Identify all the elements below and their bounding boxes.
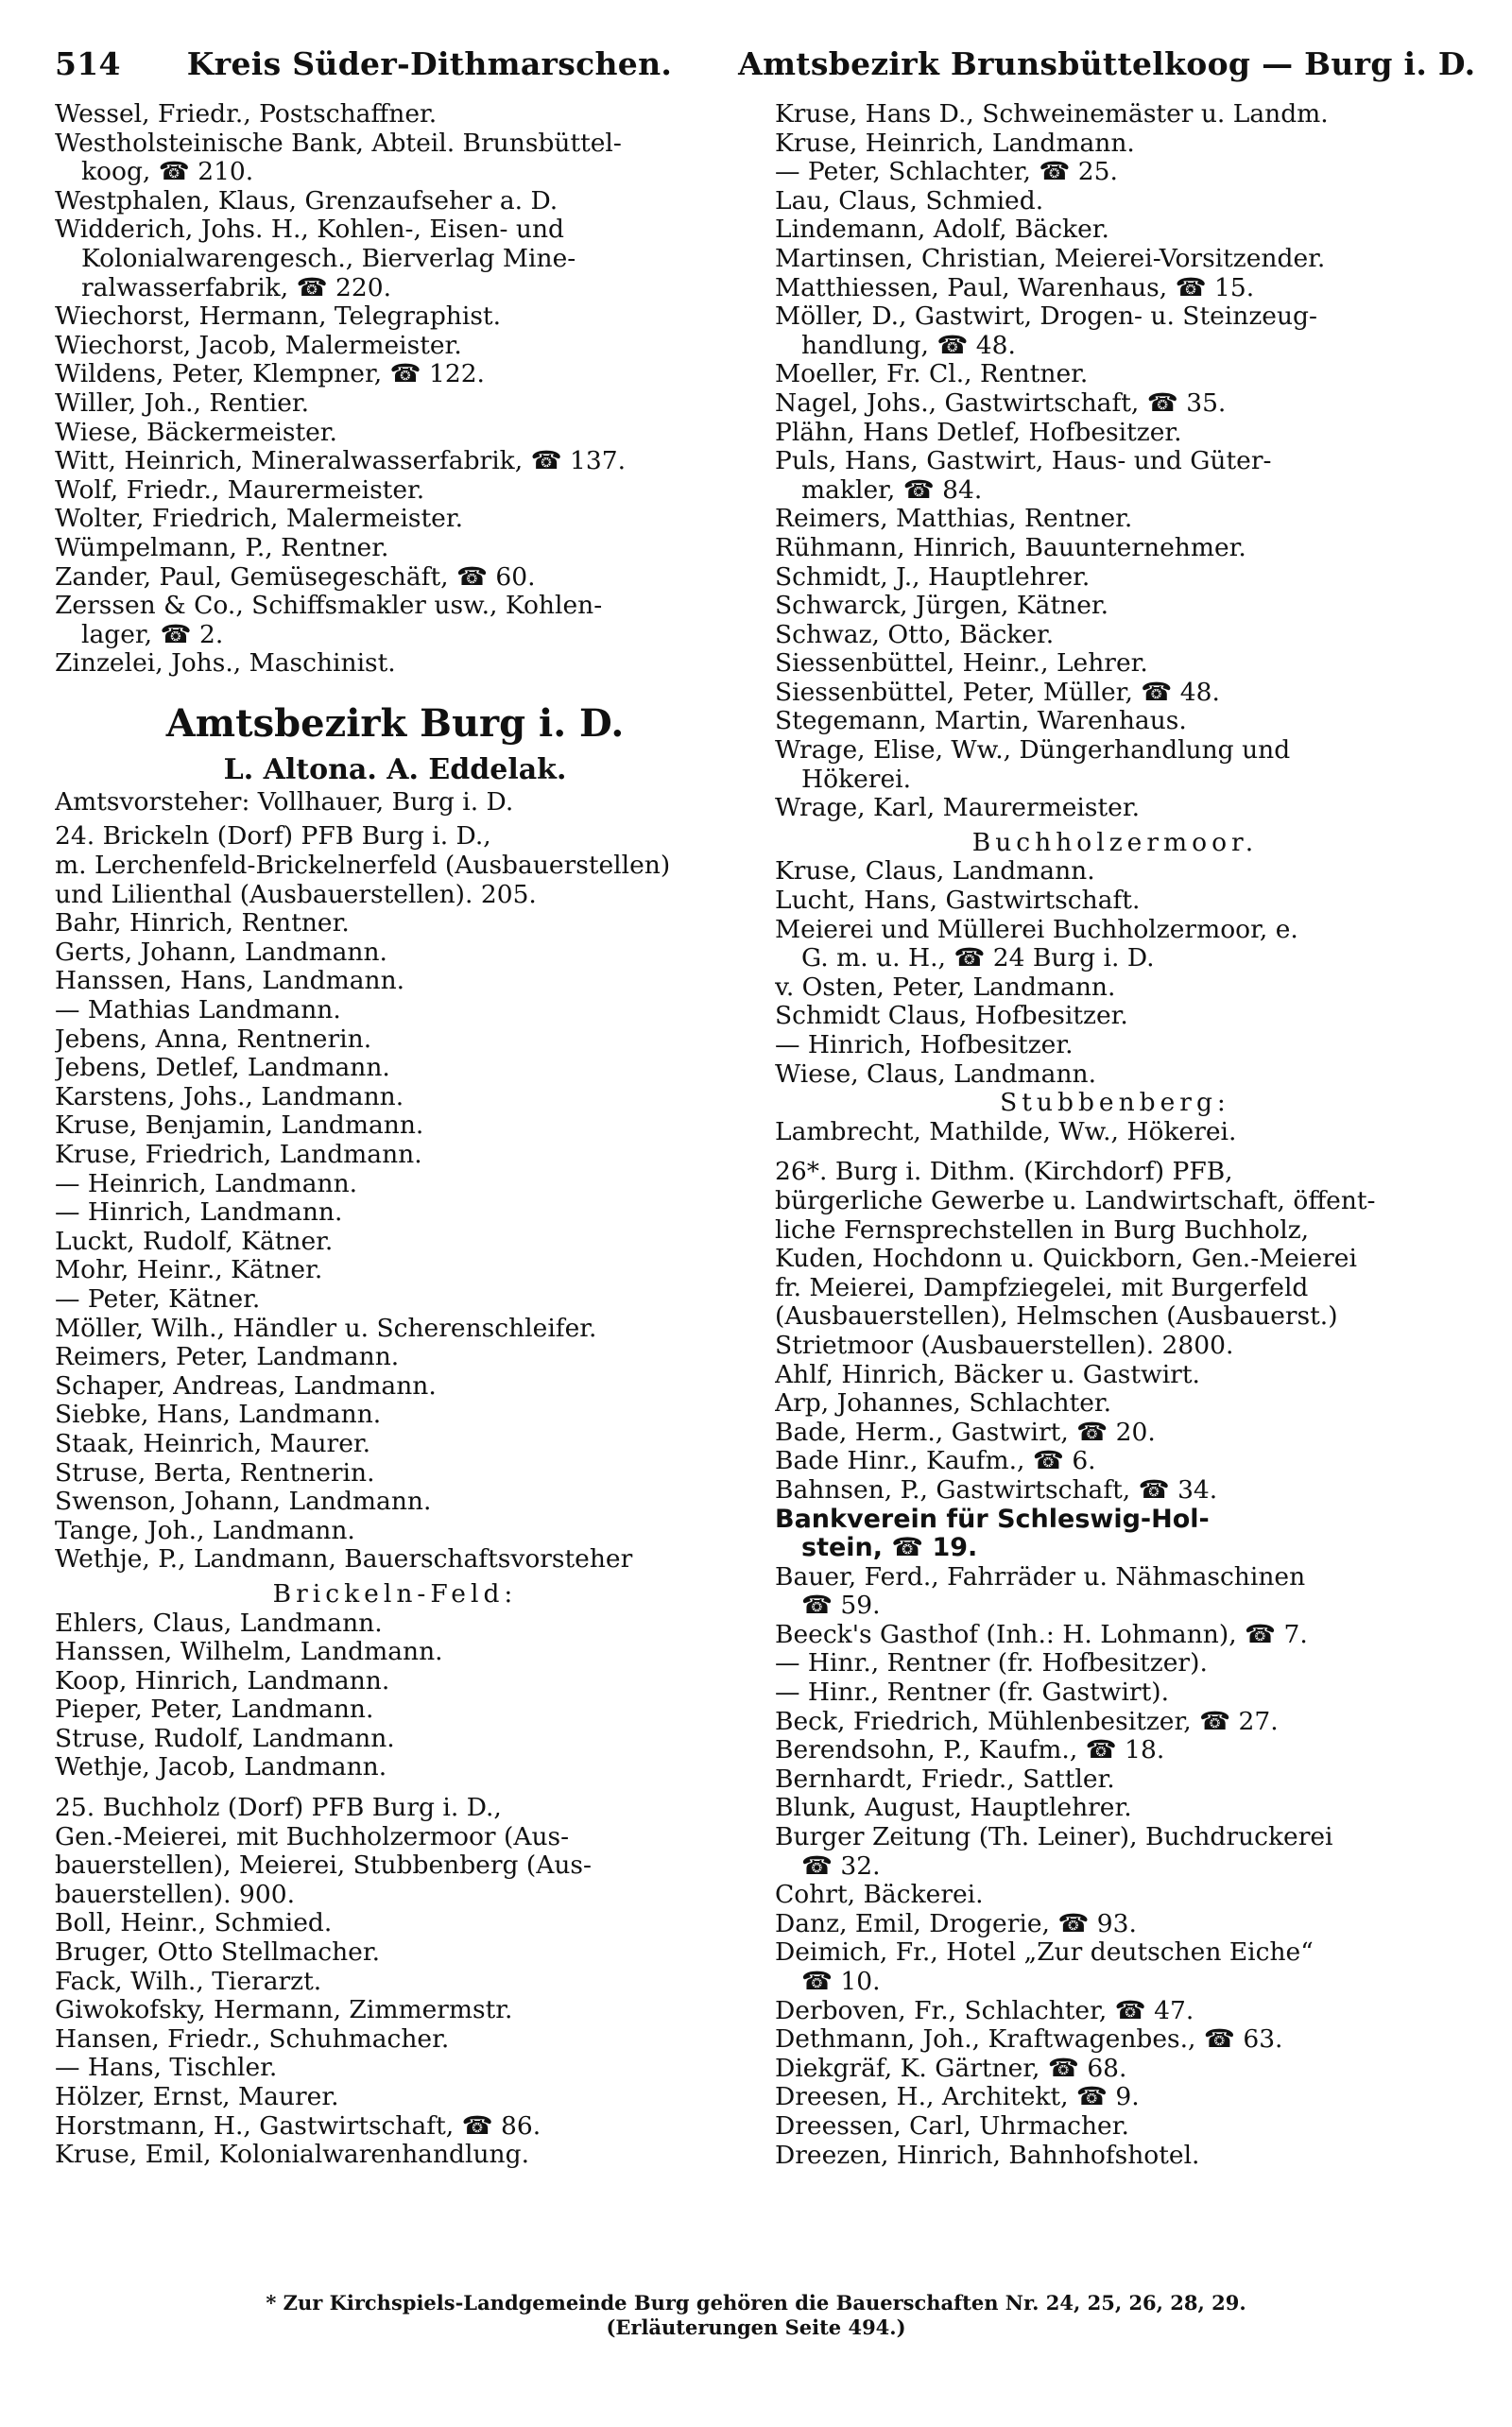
directory-entry: bauerstellen). 900.	[55, 1880, 296, 1909]
page-number: 514	[55, 45, 121, 82]
directory-entry: Danz, Emil, Drogerie, ☎ 93.	[775, 1909, 1137, 1938]
directory-entry: Schmidt, J., Hauptlehrer.	[775, 562, 1091, 592]
directory-entry: stein, ☎ 19.	[801, 1534, 978, 1563]
directory-entry: Struse, Berta, Rentnerin.	[55, 1458, 375, 1488]
directory-entry: Gerts, Johann, Landmann.	[55, 938, 387, 967]
directory-entry: Beeck's Gasthof (Inh.: H. Lohmann), ☎ 7.	[775, 1620, 1308, 1649]
directory-entry: bürgerliche Gewerbe u. Landwirtschaft, öffent-	[775, 1186, 1376, 1215]
directory-entry: Ehlers, Claus, Landmann.	[55, 1609, 383, 1638]
directory-entry: Hanssen, Wilhelm, Landmann.	[55, 1638, 443, 1667]
directory-entry: Cohrt, Bäckerei.	[775, 1881, 984, 1910]
directory-entry: — Hinrich, Hofbesitzer.	[775, 1031, 1074, 1059]
directory-entry: Stubbenberg:	[1000, 1089, 1230, 1118]
directory-entry: Möller, Wilh., Händler u. Scherenschleifer.	[55, 1314, 597, 1343]
directory-entry: Siebke, Hans, Landmann.	[55, 1401, 382, 1430]
directory-entry: Kuden, Hochdonn u. Quickborn, Gen.-Meierei	[775, 1245, 1357, 1274]
directory-entry: Jebens, Detlef, Landmann.	[55, 1054, 390, 1083]
directory-entry: Arp, Johannes, Schlachter.	[775, 1389, 1112, 1419]
directory-entry: Bruger, Otto Stellmacher.	[55, 1938, 380, 1968]
directory-entry: Lucht, Hans, Gastwirtschaft.	[775, 886, 1141, 916]
columns	[55, 100, 1455, 2170]
directory-entry: fr. Meierei, Dampfziegelei, mit Burgerfeld	[775, 1273, 1309, 1302]
directory-entry: Bade, Herm., Gastwirt, ☎ 20.	[775, 1418, 1156, 1447]
directory-entry: Reimers, Peter, Landmann.	[55, 1343, 400, 1372]
directory-entry: Staak, Heinrich, Maurer.	[55, 1429, 371, 1458]
directory-entry: Derboven, Fr., Schlachter, ☎ 47.	[775, 1996, 1194, 2025]
directory-entry: Möller, D., Gastwirt, Drogen- u. Steinzeug-	[775, 302, 1317, 332]
footnote	[0, 2291, 1512, 2340]
directory-entry: Puls, Hans, Gastwirt, Haus- und Güter-	[775, 447, 1272, 476]
directory-entry: Ahlf, Hinrich, Bäcker u. Gastwirt.	[775, 1360, 1200, 1389]
directory-entry: Wrage, Elise, Ww., Düngerhandlung und	[775, 736, 1291, 766]
directory-entry: — Hinr., Rentner (fr. Hofbesitzer).	[775, 1649, 1208, 1678]
directory-entry: Reimers, Matthias, Rentner.	[775, 505, 1133, 534]
directory-entry: Gen.-Meierei, mit Buchholzermoor (Aus-	[55, 1822, 570, 1851]
directory-entry: und Lilienthal (Ausbauerstellen). 205.	[55, 880, 537, 909]
directory-entry: Lambrecht, Mathilde, Ww., Hökerei.	[775, 1117, 1237, 1146]
directory-entry: Beck, Friedrich, Mühlenbesitzer, ☎ 27.	[775, 1707, 1279, 1736]
directory-entry: handlung, ☎ 48.	[801, 331, 1016, 360]
directory-entry: Dreesen, H., Architekt, ☎ 9.	[775, 2083, 1140, 2112]
directory-entry: Brickeln-Feld:	[272, 1579, 518, 1609]
directory-entry: Tange, Joh., Landmann.	[55, 1516, 355, 1545]
directory-entry: Schmidt Claus, Hofbesitzer.	[775, 1002, 1128, 1031]
directory-entry: Westholsteinische Bank, Abteil. Brunsbüttel-	[55, 129, 622, 158]
left-column	[55, 100, 735, 2170]
directory-entry: Martinsen, Christian, Meierei-Vorsitzender.	[775, 244, 1326, 273]
directory-entry: Wildens, Peter, Klempner, ☎ 122.	[55, 360, 485, 389]
directory-entry: Wümpelmann, P., Rentner.	[55, 533, 389, 562]
directory-entry: Struse, Rudolf, Landmann.	[55, 1724, 395, 1753]
directory-entry: Zerssen & Co., Schiffsmakler usw., Kohlen-	[55, 592, 603, 621]
directory-entry: Swenson, Johann, Landmann.	[55, 1488, 432, 1517]
directory-entry: Dreezen, Hinrich, Bahnhofshotel.	[775, 2141, 1200, 2170]
directory-entry: Lau, Claus, Schmied.	[775, 186, 1044, 215]
directory-entry: Willer, Joh., Rentier.	[55, 388, 310, 418]
footnote-text: * Zur Kirchspiels-Landgemeinde Burg gehören die Bauerschaften Nr. 24, 25, 26, 28, 29.	[266, 2291, 1246, 2315]
directory-entry: Bauer, Ferd., Fahrräder u. Nähmaschinen	[775, 1562, 1306, 1592]
directory-entry: ☎ 59.	[801, 1592, 881, 1621]
directory-entry: Buchholzermoor.	[971, 828, 1259, 857]
directory-entry: v. Osten, Peter, Landmann.	[775, 973, 1116, 1002]
directory-entry: Dethmann, Joh., Kraftwagenbes., ☎ 63.	[775, 2025, 1283, 2055]
directory-entry: Jebens, Anna, Rentnerin.	[55, 1024, 372, 1054]
directory-entry: Kruse, Heinrich, Landmann.	[775, 129, 1135, 158]
directory-entry: Wolf, Friedr., Maurermeister.	[55, 475, 425, 505]
directory-entry: Kruse, Friedrich, Landmann.	[55, 1141, 422, 1169]
directory-entry: m. Lerchenfeld-Brickelnerfeld (Ausbauerstellen)	[55, 852, 671, 881]
directory-entry: Wrage, Karl, Maurermeister.	[775, 794, 1141, 823]
directory-entry: — Hinrich, Landmann.	[55, 1198, 343, 1228]
directory-entry: (Ausbauerstellen), Helmschen (Ausbauerst.)	[775, 1302, 1338, 1332]
directory-entry: koog, ☎ 210.	[81, 158, 254, 187]
directory-entry: Wiechorst, Hermann, Telegraphist.	[55, 302, 501, 332]
directory-entry: Burger Zeitung (Th. Leiner), Buchdruckerei	[775, 1823, 1333, 1852]
directory-entry: G. m. u. H., ☎ 24 Burg i. D.	[801, 944, 1155, 973]
directory-entry: Bahr, Hinrich, Rentner.	[55, 909, 350, 938]
directory-entry: Hanssen, Hans, Landmann.	[55, 967, 405, 996]
right-column	[775, 100, 1455, 2170]
directory-entry: Giwokofsky, Hermann, Zimmermstr.	[55, 1996, 513, 2025]
directory-entry: Siessenbüttel, Heinr., Lehrer.	[775, 649, 1148, 679]
directory-entry: bauerstellen), Meierei, Stubbenberg (Aus-	[55, 1851, 592, 1881]
directory-entry: liche Fernsprechstellen in Burg Buchholz,	[775, 1215, 1310, 1245]
directory-entry: Stegemann, Martin, Warenhaus.	[775, 707, 1187, 736]
directory-entry: Karstens, Johs., Landmann.	[55, 1082, 404, 1111]
directory-entry: — Hinr., Rentner (fr. Gastwirt).	[775, 1678, 1169, 1708]
directory-entry: Dreessen, Carl, Uhrmacher.	[775, 2111, 1129, 2141]
directory-entry: Kruse, Benjamin, Landmann.	[55, 1111, 424, 1141]
directory-entry: Wiese, Bäckermeister.	[55, 418, 337, 447]
directory-entry: 25. Buchholz (Dorf) PFB Burg i. D.,	[55, 1794, 502, 1823]
header-title: Kreis Süder-Dithmarschen.	[186, 45, 673, 82]
directory-entry: Bankverein für Schleswig-Hol-	[775, 1505, 1210, 1534]
directory-entry: Deimich, Fr., Hotel „Zur deutschen Eiche“	[775, 1938, 1314, 1968]
directory-entry: Wethje, P., Landmann, Bauerschaftsvorsteher	[55, 1545, 633, 1575]
directory-entry: Matthiessen, Paul, Warenhaus, ☎ 15.	[775, 273, 1255, 302]
directory-entry: Pieper, Peter, Landmann.	[55, 1695, 374, 1725]
directory-entry: Widderich, Johs. H., Kohlen-, Eisen- und	[55, 215, 565, 245]
directory-entry: Fack, Wilh., Tierarzt.	[55, 1967, 322, 1996]
directory-entry: — Peter, Kätner.	[55, 1284, 261, 1314]
directory-entry: Wolter, Friedrich, Malermeister.	[55, 505, 464, 534]
directory-entry: Westphalen, Klaus, Grenzaufseher a. D.	[55, 186, 558, 215]
directory-entry: Meierei und Müllerei Buchholzermoor, e.	[775, 915, 1298, 944]
directory-entry: Plähn, Hans Detlef, Hofbesitzer.	[775, 418, 1182, 447]
directory-entry: Blunk, August, Hauptlehrer.	[775, 1794, 1132, 1823]
directory-entry: — Heinrich, Landmann.	[55, 1169, 358, 1198]
directory-entry: Rühmann, Hinrich, Bauunternehmer.	[775, 533, 1246, 562]
directory-entry: Luckt, Rudolf, Kätner.	[55, 1227, 334, 1256]
directory-entry: lager, ☎ 2.	[81, 620, 224, 649]
directory-entry: Bernhardt, Friedr., Sattler.	[775, 1764, 1115, 1794]
directory-entry: Hansen, Friedr., Schuhmacher.	[55, 2024, 450, 2054]
directory-entry: Wessel, Friedr., Postschaffner.	[55, 100, 438, 129]
directory-entry: Amtsvorsteher: Vollhauer, Burg i. D.	[55, 787, 514, 817]
directory-entry: — Mathias Landmann.	[55, 996, 341, 1025]
directory-entry: Horstmann, H., Gastwirtschaft, ☎ 86.	[55, 2111, 541, 2141]
directory-entry: Bade Hinr., Kaufm., ☎ 6.	[775, 1447, 1096, 1476]
directory-entry: Siessenbüttel, Peter, Müller, ☎ 48.	[775, 678, 1220, 707]
directory-entry: — Peter, Schlachter, ☎ 25.	[775, 158, 1118, 187]
directory-entry: Kruse, Hans D., Schweinemäster u. Landm.	[775, 100, 1329, 129]
directory-entry: Kolonialwarengesch., Bierverlag Mine-	[81, 244, 576, 273]
directory-entry: Wiechorst, Jacob, Malermeister.	[55, 331, 462, 360]
footnote-reference: (Erläuterungen Seite 494.)	[606, 2315, 906, 2339]
directory-entry: ☎ 32.	[801, 1851, 881, 1881]
directory-entry: Kruse, Claus, Landmann.	[775, 857, 1095, 886]
directory-entry: Hölzer, Ernst, Maurer.	[55, 2083, 339, 2111]
directory-entry: Schaper, Andreas, Landmann.	[55, 1371, 437, 1401]
directory-entry: ralwasserfabrik, ☎ 220.	[81, 273, 392, 302]
directory-entry: Diekgräf, K. Gärtner, ☎ 68.	[775, 2054, 1127, 2083]
directory-entry: Hökerei.	[801, 765, 912, 794]
directory-entry: Moeller, Fr. Cl., Rentner.	[775, 360, 1089, 389]
directory-entry: Strietmoor (Ausbauerstellen). 2800.	[775, 1331, 1234, 1360]
directory-entry: Schwarck, Jürgen, Kätner.	[775, 592, 1109, 621]
directory-entry: 24. Brickeln (Dorf) PFB Burg i. D.,	[55, 822, 491, 852]
page-header	[55, 45, 1476, 100]
directory-entry: Zinzelei, Johs., Maschinist.	[55, 649, 396, 679]
directory-entry: Koop, Hinrich, Landmann.	[55, 1666, 390, 1695]
directory-entry: Bahnsen, P., Gastwirtschaft, ☎ 34.	[775, 1475, 1218, 1505]
directory-entry: Witt, Heinrich, Mineralwasserfabrik, ☎ 137.	[55, 447, 627, 476]
directory-entry: Amtsbezirk Burg i. D.	[165, 700, 625, 746]
directory-entry: Schwaz, Otto, Bäcker.	[775, 620, 1055, 649]
directory-entry: — Hans, Tischler.	[55, 2054, 278, 2083]
directory-entry: 26*. Burg i. Dithm. (Kirchdorf) PFB,	[775, 1158, 1233, 1187]
directory-entry: Zander, Paul, Gemüsegeschäft, ☎ 60.	[55, 562, 536, 592]
directory-entry: Kruse, Emil, Kolonialwarenhandlung.	[55, 2141, 530, 2170]
directory-entry: L. Altona. A. Eddelak.	[223, 752, 567, 786]
directory-entry: Berendsohn, P., Kaufm., ☎ 18.	[775, 1736, 1165, 1765]
directory-entry: makler, ☎ 84.	[801, 475, 983, 505]
directory-entry: Nagel, Johs., Gastwirtschaft, ☎ 35.	[775, 388, 1227, 418]
directory-entry: ☎ 10.	[801, 1968, 881, 1996]
directory-entry: Boll, Heinr., Schmied.	[55, 1909, 333, 1938]
directory-entry: Lindemann, Adolf, Bäcker.	[775, 215, 1109, 245]
directory-entry: Wiese, Claus, Landmann.	[775, 1059, 1097, 1089]
header-subtitle: Amtsbezirk Brunsbüttelkoog — Burg i. D.	[738, 45, 1476, 82]
directory-entry: Mohr, Heinr., Kätner.	[55, 1256, 323, 1285]
directory-entry: Wethje, Jacob, Landmann.	[55, 1753, 387, 1782]
